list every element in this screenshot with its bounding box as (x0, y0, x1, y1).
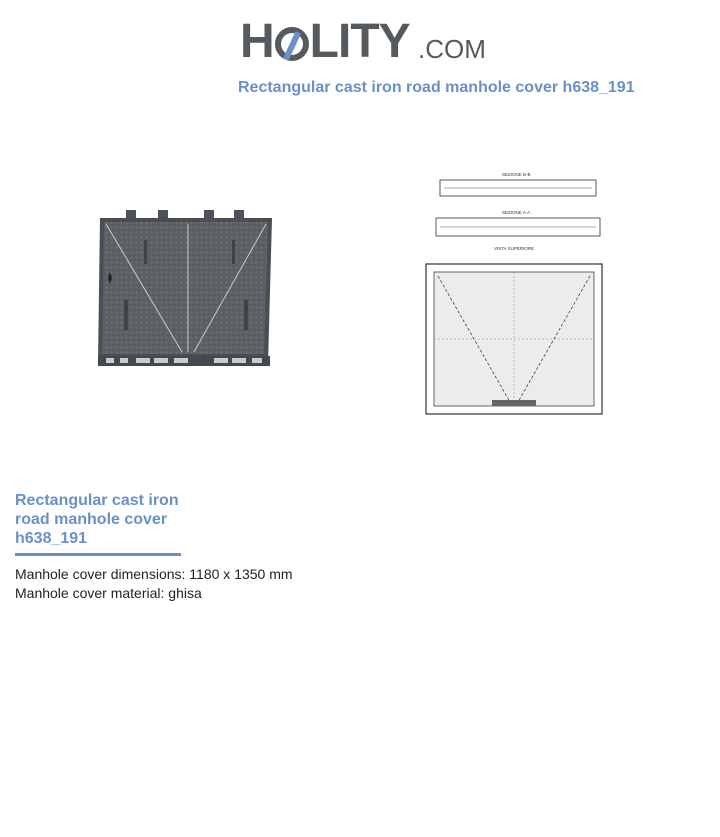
slot (154, 358, 168, 363)
title-underline (15, 553, 181, 556)
cover-marking (124, 300, 128, 330)
technical-drawing[interactable] (418, 168, 614, 430)
logo-letters-lity: LITY (309, 15, 410, 68)
product-title: Rectangular cast iron road manhole cover h638_191 (15, 492, 179, 547)
logo-o-icon (275, 27, 309, 61)
spec-dimensions: Manhole cover dimensions: 1180 x 1350 mm (15, 566, 293, 582)
slot (136, 358, 150, 363)
slot (106, 358, 114, 363)
cover-surface (102, 222, 268, 354)
spec-material: Manhole cover material: ghisa (15, 585, 202, 601)
cover-marking (144, 240, 147, 264)
logo-letter-h: H (240, 15, 274, 68)
manhole-cover-photo[interactable] (84, 200, 296, 390)
logo-dotcom: .COM (418, 34, 486, 64)
page-header-title: Rectangular cast iron road manhole cover h638_191 (238, 79, 635, 96)
slot (174, 358, 188, 363)
slot (252, 358, 262, 363)
slot (120, 358, 128, 363)
drawing-label-section-b: SEZIONE B-B (502, 172, 531, 177)
logo-wordmark (240, 14, 410, 69)
holity-logo[interactable] (240, 10, 485, 70)
hinge-block (492, 400, 536, 406)
cover-marking (232, 240, 235, 264)
drawing-label-top-view: VISTA SUPERIORE (494, 246, 535, 251)
drawing-label-section-a: SEZIONE A-A (502, 210, 531, 215)
slot (232, 358, 246, 363)
cover-marking (244, 300, 248, 330)
product-specs (15, 565, 293, 603)
slot (214, 358, 228, 363)
